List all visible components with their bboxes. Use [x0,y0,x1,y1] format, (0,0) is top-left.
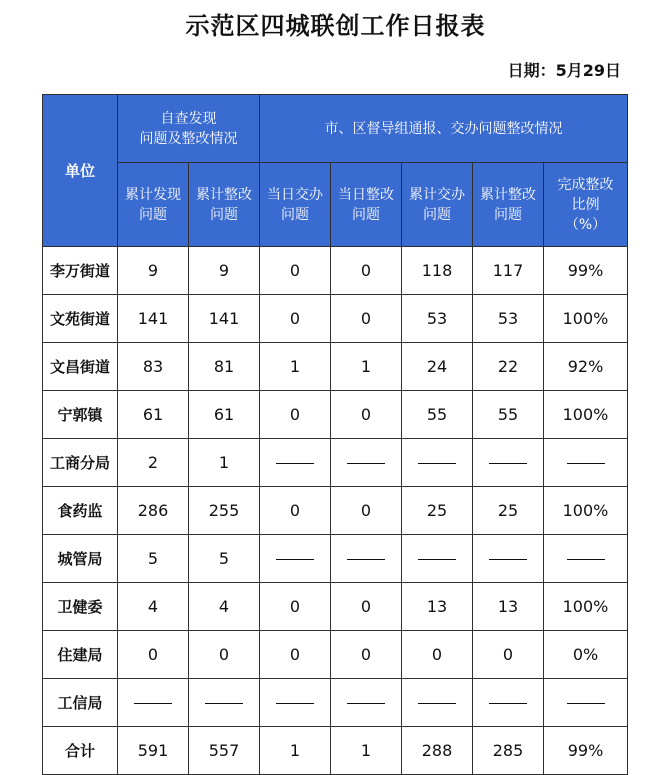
value-cell: 118 [402,247,473,295]
dash-mark [205,703,243,704]
header-self-check-line: 自查发现 [160,110,217,127]
column-header [260,163,331,247]
dash-mark [347,463,385,464]
column-header-line: 问题 [494,206,522,223]
value-cell: 24 [402,343,473,391]
value-cell: 83 [118,343,189,391]
value-cell: 53 [473,295,544,343]
column-header-line: 累计整改 [196,186,252,203]
column-header-line: 问题 [281,206,309,223]
table-row [43,487,628,535]
dash-mark [567,703,605,704]
column-header-row [43,163,628,247]
table-row [43,535,628,583]
value-cell: 0 [260,391,331,439]
value-cell: 61 [118,391,189,439]
value-cell: 100% [544,487,628,535]
column-header-line: （%） [564,216,607,233]
header-self-check-group [118,95,260,163]
value-cell [544,439,628,487]
column-header-line: 问题 [423,206,451,223]
column-header-line: 累计发现 [125,186,181,203]
value-cell: 53 [402,295,473,343]
dash-mark [347,559,385,560]
value-cell: 0% [544,631,628,679]
dash-mark [567,559,605,560]
header-self-check-line: 问题及整改情况 [139,130,238,147]
value-cell: 591 [118,727,189,775]
value-cell: 55 [402,391,473,439]
value-cell: 0 [331,295,402,343]
value-cell: 9 [118,247,189,295]
value-cell [260,679,331,727]
column-header [189,163,260,247]
value-cell: 0 [260,631,331,679]
value-cell: 25 [402,487,473,535]
table-row [43,631,628,679]
value-cell [402,535,473,583]
table-row [43,583,628,631]
column-header [473,163,544,247]
column-header [118,163,189,247]
dash-mark [134,703,172,704]
value-cell [473,439,544,487]
unit-cell: 工商分局 [43,439,118,487]
table-row [43,343,628,391]
dash-mark [418,463,456,464]
table-row [43,679,628,727]
dash-mark [489,559,527,560]
value-cell: 100% [544,391,628,439]
unit-cell: 城管局 [43,535,118,583]
value-cell [331,679,402,727]
unit-cell: 合计 [43,727,118,775]
value-cell [544,535,628,583]
value-cell: 255 [189,487,260,535]
value-cell [331,535,402,583]
value-cell [544,679,628,727]
value-cell [260,439,331,487]
unit-cell: 食药监 [43,487,118,535]
unit-cell: 宁郭镇 [43,391,118,439]
value-cell [118,679,189,727]
value-cell: 0 [331,247,402,295]
unit-cell: 工信局 [43,679,118,727]
value-cell: 0 [331,583,402,631]
value-cell: 286 [118,487,189,535]
table-row [43,295,628,343]
column-header-line: 问题 [139,206,167,223]
dash-mark [489,703,527,704]
table-row [43,727,628,775]
value-cell: 2 [118,439,189,487]
value-cell: 0 [331,487,402,535]
value-cell [189,679,260,727]
value-cell: 100% [544,583,628,631]
value-cell: 557 [189,727,260,775]
dash-mark [347,703,385,704]
dash-mark [418,703,456,704]
value-cell: 141 [118,295,189,343]
column-header [544,163,628,247]
value-cell: 0 [402,631,473,679]
dash-mark [418,559,456,560]
value-cell: 22 [473,343,544,391]
value-cell: 4 [189,583,260,631]
column-header-line: 当日整改 [338,186,394,203]
value-cell: 0 [260,295,331,343]
report-table [42,94,628,775]
unit-cell: 李万街道 [43,247,118,295]
report-title: 示范区四城联创工作日报表 [185,12,486,40]
header-unit: 单位 [43,95,118,247]
column-header-line: 问题 [352,206,380,223]
value-cell: 55 [473,391,544,439]
column-header [402,163,473,247]
value-cell: 0 [189,631,260,679]
value-cell: 288 [402,727,473,775]
value-cell: 1 [260,343,331,391]
value-cell: 9 [189,247,260,295]
value-cell: 141 [189,295,260,343]
value-cell: 285 [473,727,544,775]
value-cell [473,535,544,583]
header-supervision-group: 市、区督导组通报、交办问题整改情况 [260,95,628,163]
value-cell: 0 [331,391,402,439]
value-cell: 99% [544,247,628,295]
value-cell: 13 [473,583,544,631]
dash-mark [276,463,314,464]
value-cell: 25 [473,487,544,535]
value-cell [402,439,473,487]
unit-cell: 文苑街道 [43,295,118,343]
column-header-line: 累计整改 [480,186,536,203]
dash-mark [489,463,527,464]
value-cell: 1 [331,727,402,775]
table-row [43,391,628,439]
value-cell: 1 [260,727,331,775]
value-cell: 117 [473,247,544,295]
value-cell: 81 [189,343,260,391]
value-cell: 92% [544,343,628,391]
column-header [331,163,402,247]
value-cell: 5 [118,535,189,583]
value-cell: 1 [331,343,402,391]
report-date: 日期：5月29日 [507,61,621,80]
value-cell: 4 [118,583,189,631]
table-body [43,247,628,775]
column-header-line: 比例 [571,196,600,213]
value-cell: 0 [331,631,402,679]
value-cell: 1 [189,439,260,487]
dash-mark [567,463,605,464]
value-cell: 0 [260,247,331,295]
value-cell: 0 [260,583,331,631]
value-cell [402,679,473,727]
value-cell [331,439,402,487]
value-cell: 61 [189,391,260,439]
column-header-line: 累计交办 [409,186,465,203]
column-header-line: 问题 [210,206,238,223]
value-cell: 13 [402,583,473,631]
value-cell: 5 [189,535,260,583]
dash-mark [276,559,314,560]
value-cell: 0 [118,631,189,679]
column-header-line: 完成整改 [557,176,614,193]
value-cell [260,535,331,583]
column-header-line: 当日交办 [267,186,323,203]
table-row [43,439,628,487]
value-cell [473,679,544,727]
unit-cell: 文昌街道 [43,343,118,391]
unit-cell: 住建局 [43,631,118,679]
value-cell: 99% [544,727,628,775]
dash-mark [276,703,314,704]
value-cell: 0 [260,487,331,535]
value-cell: 0 [473,631,544,679]
table-row [43,247,628,295]
unit-cell: 卫健委 [43,583,118,631]
value-cell: 100% [544,295,628,343]
